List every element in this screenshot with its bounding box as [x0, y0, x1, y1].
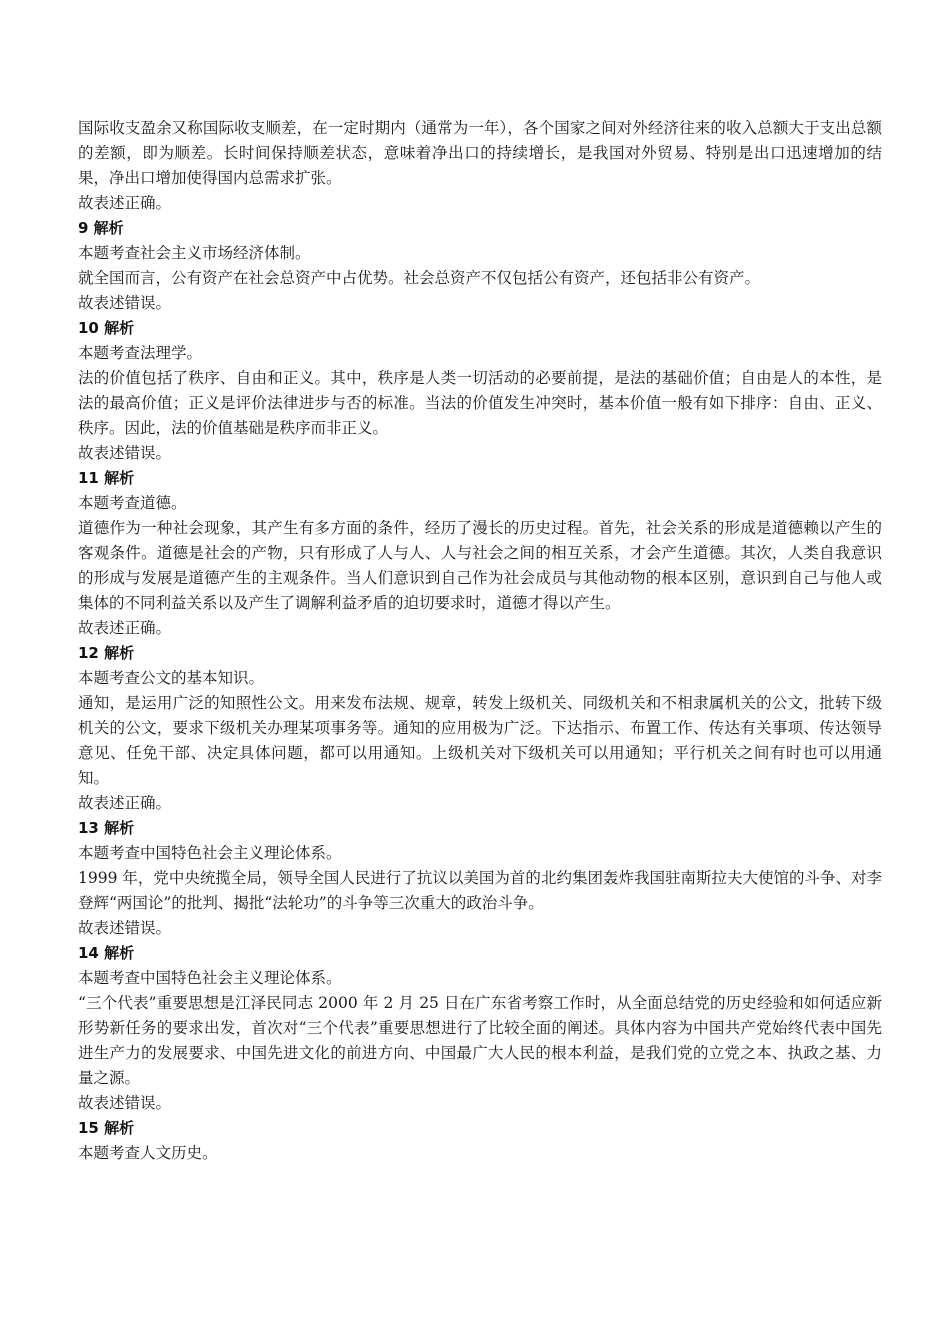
- section-topic-9: 本题考查社会主义市场经济体制。: [78, 244, 311, 262]
- section-topic-10: 本题考查法理学。: [78, 344, 203, 362]
- section-heading-11: 11 解析: [78, 469, 135, 487]
- section-heading-13: 13 解析: [78, 819, 135, 837]
- section-topic-11: 本题考查道德。: [78, 494, 187, 512]
- section-conclusion-14: 故表述错误。: [78, 1094, 172, 1112]
- section-conclusion-12: 故表述正确。: [78, 794, 172, 812]
- section-topic-12: 本题考查公文的基本知识。: [78, 669, 265, 687]
- section-body-13: 1999 年，党中央统揽全局，领导全国人民进行了抗议以美国为首的北约集团轰炸我国驻南斯拉夫大使馆的斗争、对李登辉“两国论”的批判、揭批“法轮功”的斗争等三次重大的政治斗争。: [78, 869, 882, 912]
- section-heading-9: 9 解析: [78, 219, 124, 237]
- section-conclusion-13: 故表述错误。: [78, 919, 172, 937]
- section-conclusion-10: 故表述错误。: [78, 444, 172, 462]
- section-heading-12: 12 解析: [78, 644, 135, 662]
- section-topic-13: 本题考查中国特色社会主义理论体系。: [78, 844, 342, 862]
- section-conclusion-11: 故表述正确。: [78, 619, 172, 637]
- section-body-11: 道德作为一种社会现象，其产生有多方面的条件，经历了漫长的历史过程。首先，社会关系的形成是道德赖以产生的客观条件。道德是社会的产物，只有形成了人与人、人与社会之间的相互关系，才会产生道德。其次，人类自我意识的形成与发展是道德产生的主观条件。当人们意识到自己作为社会成员与其他动物的根本区别，意识到自己与他人或集体的不同利益关系以及产生了调解利益矛盾的迫切要求时，道德才得以产生。: [78, 519, 882, 612]
- intro-conclusion: 故表述正确。: [78, 194, 172, 212]
- section-body-14: “三个代表”重要思想是江泽民同志 2000 年 2 月 25 日在广东省考察工作时，从全面总结党的历史经验和如何适应新形势新任务的要求出发，首次对“三个代表”重要思想进行了比较全面的阐述。具体内容为中国共产党始终代表中国先进生产力的发展要求、中国先进文化的前进方向、中国最广大人民的根本利益，是我们党的立党之本、执政之基、力量之源。: [78, 994, 882, 1087]
- section-heading-15: 15 解析: [78, 1119, 135, 1137]
- document-page: [78, 116, 882, 1166]
- section-body-10: 法的价值包括了秩序、自由和正义。其中，秩序是人类一切活动的必要前提，是法的基础价值；自由是人的本性，是法的最高价值；正义是评价法律进步与否的标准。当法的价值发生冲突时，基本价值一般有如下排序：自由、正义、秩序。因此，法的价值基础是秩序而非正义。: [78, 369, 882, 437]
- intro-body: 国际收支盈余又称国际收支顺差，在一定时期内（通常为一年），各个国家之间对外经济往来的收入总额大于支出总额的差额，即为顺差。长时间保持顺差状态，意味着净出口的持续增长，是我国对外贸易、特别是出口迅速增加的结果，净出口增加使得国内总需求扩张。: [78, 119, 882, 187]
- section-body-12: 通知，是运用广泛的知照性公文。用来发布法规、规章，转发上级机关、同级机关和不相隶属机关的公文，批转下级机关的公文，要求下级机关办理某项事务等。通知的应用极为广泛。下达指示、布置工作、传达有关事项、传达领导意见、任免干部、决定具体问题，都可以用通知。上级机关对下级机关可以用通知；平行机关之间有时也可以用通知。: [78, 694, 882, 787]
- section-conclusion-9: 故表述错误。: [78, 294, 172, 312]
- section-topic-14: 本题考查中国特色社会主义理论体系。: [78, 969, 342, 987]
- section-topic-15: 本题考查人文历史。: [78, 1144, 218, 1162]
- section-heading-14: 14 解析: [78, 944, 135, 962]
- section-body-9: 就全国而言，公有资产在社会总资产中占优势。社会总资产不仅包括公有资产，还包括非公有资产。: [78, 269, 761, 287]
- section-heading-10: 10 解析: [78, 319, 135, 337]
